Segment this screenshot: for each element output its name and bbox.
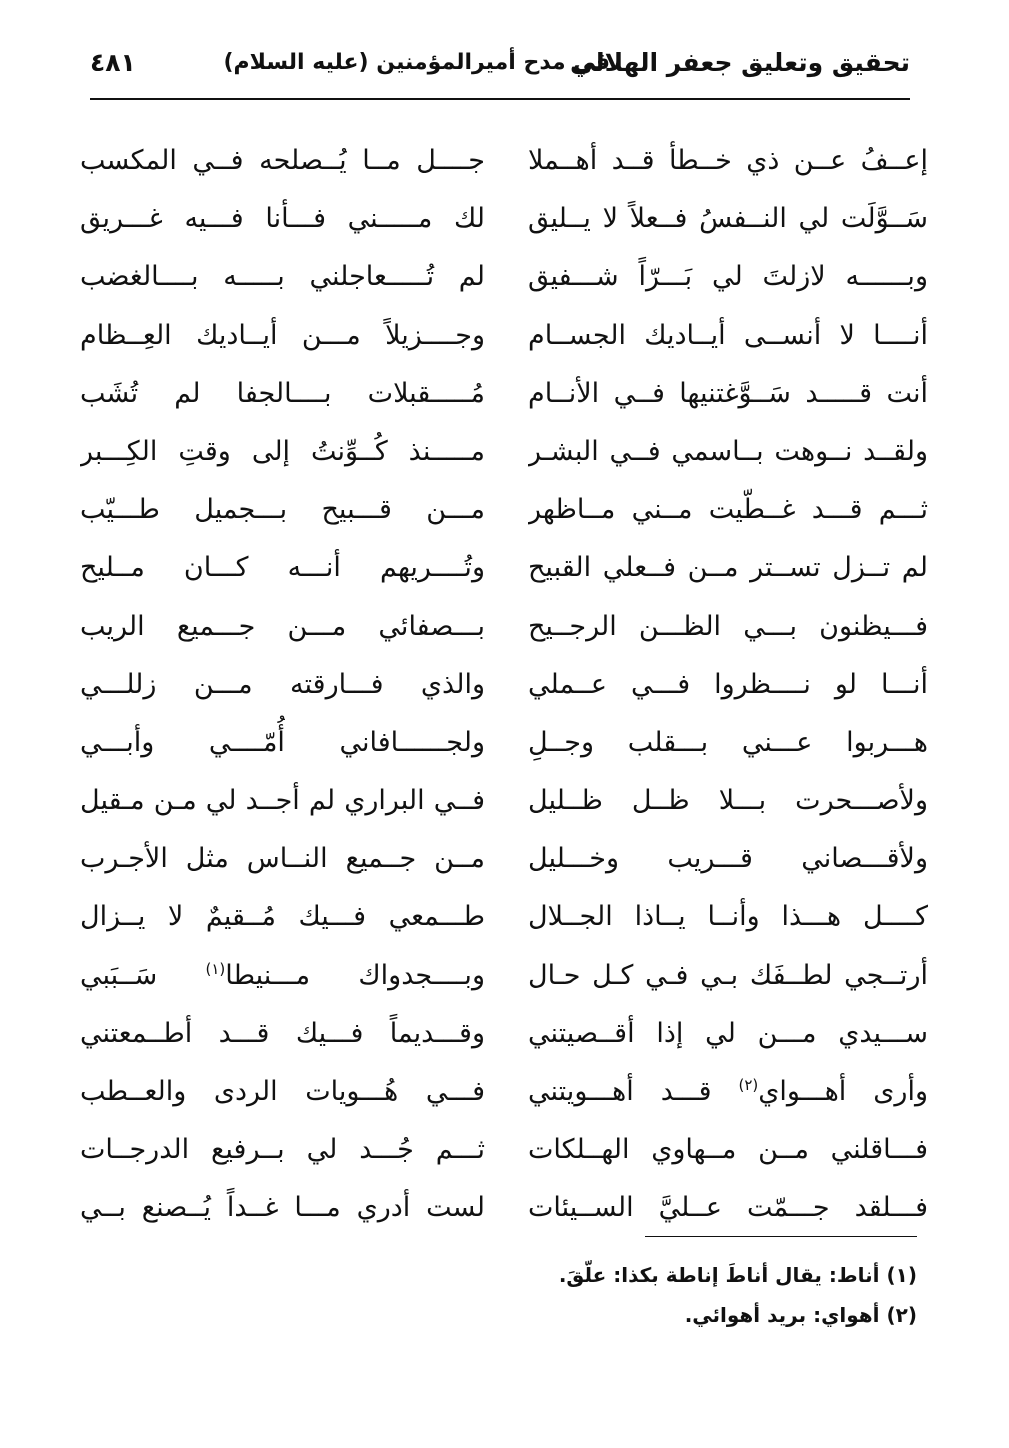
second-hemistich: فـــي هُـــويات الردى والعــطب: [80, 1076, 485, 1107]
second-hemistich: طـــمعي فـــيك مُــقيمٌ لا يــزال: [80, 901, 485, 933]
poem-body: [80, 132, 928, 1238]
first-hemistich: ســـيدي مـــن لي إذا أقــصيتني: [528, 1017, 928, 1049]
verse-line: [80, 307, 928, 365]
verse-line: [80, 1063, 928, 1121]
first-hemistich: ولقــد نــوهت بــاسمي فــي البشـر: [528, 435, 928, 467]
second-hemistich: لم تُـــــعاجلني بـــــه بــــالغضب: [80, 261, 485, 293]
first-hemistich: كــــل هـــذا وأنــا يــاذا الجــلال: [528, 901, 928, 933]
verse-line: [80, 888, 928, 946]
first-hemistich: وبــــــه لازلتَ لي بَـــرّاً شـــفيق: [528, 261, 928, 293]
hemistich-text-end: قـــد أهـــويتني: [528, 1076, 739, 1107]
footnote-divider: [645, 1236, 917, 1237]
verse-line: [80, 947, 928, 1005]
footnote-marker: (١): [205, 959, 226, 978]
verse-line: [80, 714, 928, 772]
second-hemistich: مــن جــميع النــاس مثل الأجـرب: [80, 843, 485, 875]
verse-line: [80, 365, 928, 423]
hemistich-text: وأرى أهـــواي: [758, 1076, 928, 1107]
verse-line: [80, 656, 928, 714]
second-hemistich: مـــن قـــبيح بـــجميل طـــيّب: [80, 494, 485, 526]
first-hemistich: لم تــزل تســتر مــن فــعلي القبيح: [528, 552, 928, 584]
first-hemistich: ولأصـــحرت بـــلا ظــل ظــليل: [528, 785, 928, 817]
book-title: تحقيق وتعليق جعفر الهلالي: [569, 48, 910, 77]
verse-line: [80, 539, 928, 597]
second-hemistich: فــي البراري لم أجــد لي مـن مـقيل: [80, 785, 485, 817]
verse-line: [80, 423, 928, 481]
first-hemistich: سَــوَّلَت لي النــفسُ فــعلاً لا يــليق: [528, 203, 928, 235]
second-hemistich: جــــل مــا يُــصلحه فــي المكسب: [80, 145, 485, 176]
verse-line: [80, 1005, 928, 1063]
second-hemistich: [80, 947, 485, 1005]
first-hemistich: أنت قـــــد سَــوَّغتنيها فــي الأنــام: [528, 377, 928, 409]
first-hemistich: هـــربوا عـــني بـــقلب وجــلِ: [528, 726, 928, 758]
second-hemistich: ثـــم جُـــد لي بــرفيع الدرجــات: [80, 1134, 485, 1166]
second-hemistich: لك مـــــني فـــأنا فـــيه غـــريق: [80, 203, 485, 235]
first-hemistich: أرتــجي لطــفَك بـي فـي كـل حـال: [528, 959, 928, 991]
first-hemistich: ولأقـــصاني قـــريب وخـــليل: [528, 843, 928, 875]
first-hemistich: فـــاقلني مــن مــهاوي الهــلكات: [528, 1134, 928, 1166]
first-hemistich: [528, 1063, 928, 1121]
second-hemistich: مُـــــقبلات بــــالجفا لم تُشَب: [80, 377, 485, 409]
verse-line: [80, 830, 928, 888]
verse-line: [80, 248, 928, 306]
running-header: [90, 40, 910, 100]
verse-line: [80, 598, 928, 656]
second-hemistich: مـــــنذ كُــوِّنتُ إلى وقتِ الكِـــبر: [80, 435, 485, 467]
first-hemistich: فـــيظنون بـــي الظـــن الرجــيح: [528, 610, 928, 642]
verse-line: [80, 132, 928, 190]
second-hemistich: ولجــــــافاني أُمّــــي وأبـــي: [80, 726, 485, 758]
footnote: (٢) أهواي: بريد أهوائي.: [684, 1303, 917, 1327]
second-hemistich: لست أدري مـــا غــداً يُــصنع بــي: [80, 1192, 485, 1224]
second-hemistich: والذي فـــارقته مـــن زللـــي: [80, 668, 485, 700]
verse-line: [80, 481, 928, 539]
second-hemistich: وتُــــريهم أنـــه كـــان مــليح: [80, 552, 485, 584]
verse-line: [80, 1121, 928, 1179]
second-hemistich: بـــصفائي مـــن جـــميع الريب: [80, 610, 485, 642]
first-hemistich: أنــــا لا أنســى أيــاديك الجســام: [528, 319, 928, 351]
verse-line: [80, 190, 928, 248]
second-hemistich: وقـــديماً فـــيك قـــد أطــمعتني: [80, 1017, 485, 1049]
footnote-marker: (٢): [738, 1076, 759, 1094]
footnote: (١) أناط: يقال أناطَ إناطة بكذا: علّقَ.: [558, 1263, 917, 1287]
footnotes: [317, 1255, 917, 1335]
hemistich-text-end: سَــبَبي: [80, 959, 206, 991]
second-hemistich: وجــــزيلاً مـــن أيــاديك العِــظام: [80, 319, 485, 351]
first-hemistich: فـــلقد جـــمّت عــليَّ الســيئات: [528, 1192, 928, 1224]
verse-line: [80, 1179, 928, 1237]
section-title: في مدح أميرالمؤمنين (عليه السلام): [223, 50, 610, 75]
verse-line: [80, 772, 928, 830]
page-number: ٤٨١: [90, 48, 136, 77]
first-hemistich: إعــفُ عــن ذي خــطأ قــد أهــملا: [528, 145, 928, 176]
hemistich-text: وبــــجدواك مـــنيطا: [225, 959, 485, 991]
first-hemistich: ثـــم قـــد غــطّيت مــني مــاظهر: [528, 494, 928, 526]
first-hemistich: أنـــا لو نــــظروا فـــي عــملي: [528, 668, 928, 700]
